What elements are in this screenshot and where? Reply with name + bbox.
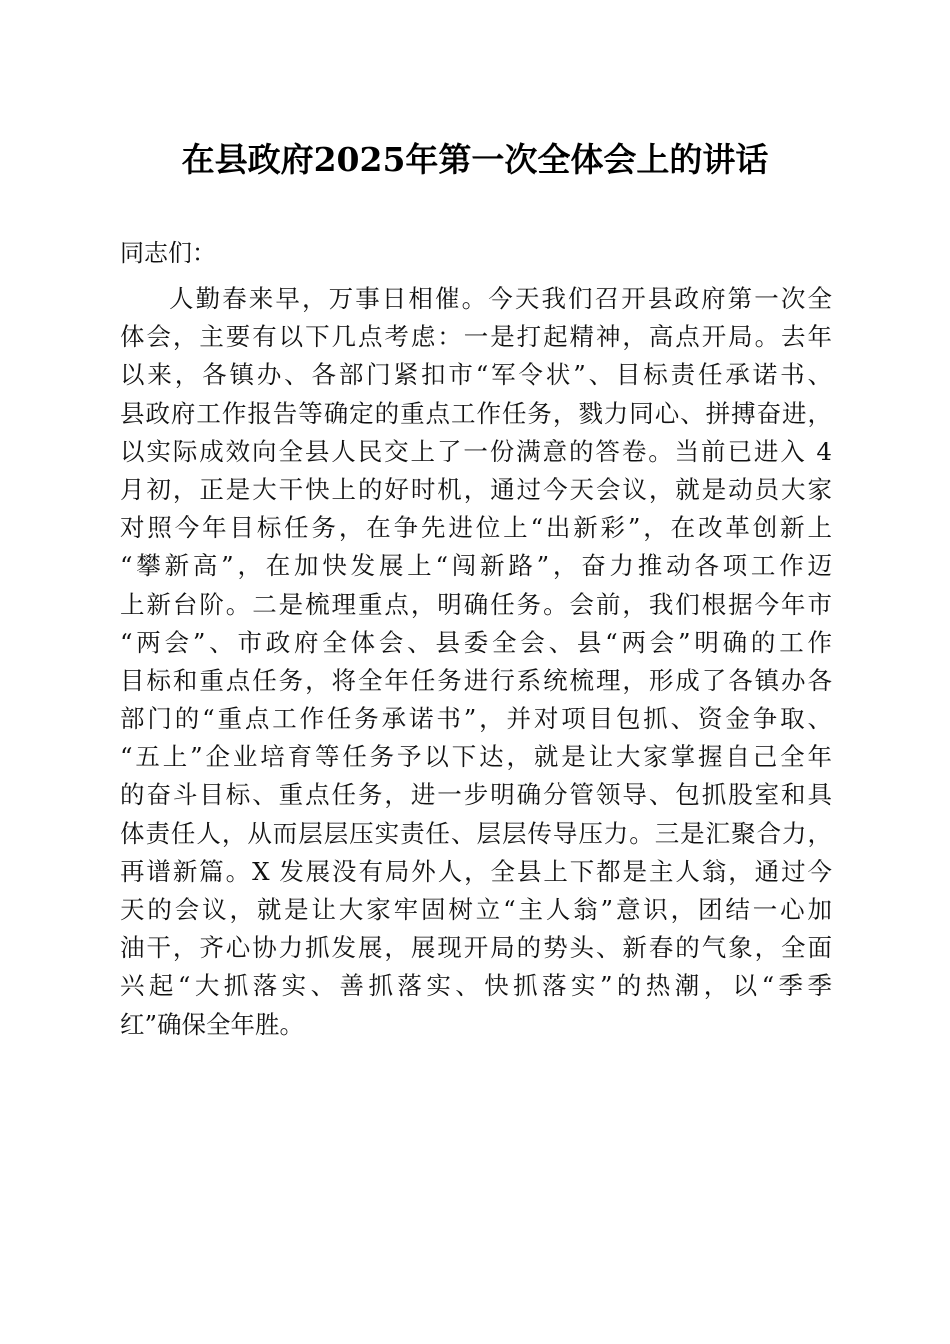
paragraph-line: “五上”企业培育等任务予以下达，就是让大家掌握自己全年 <box>120 742 832 772</box>
paragraph-line: 以实际成效向全县人民交上了一份满意的答卷。当前已进入 4 <box>120 436 832 466</box>
paragraph-line: 部门的“重点工作任务承诺书”，并对项目包抓、资金争取、 <box>120 704 832 734</box>
paragraph-line: 以来，各镇办、各部门紧扣市“军令状”、目标责任承诺书、 <box>120 360 832 390</box>
paragraph-line: 县政府工作报告等确定的重点工作任务，戮力同心、拼搏奋进， <box>120 398 832 428</box>
paragraph-line: 目标和重点任务，将全年任务进行系统梳理，形成了各镇办各 <box>120 665 832 695</box>
paragraph-line: “两会”、市政府全体会、县委全会、县“两会”明确的工作 <box>120 627 832 657</box>
paragraph-line: 兴起“大抓落实、善抓落实、快抓落实”的热潮，以“季季 <box>120 971 832 1001</box>
paragraph-line: 体会，主要有以下几点考虑：一是打起精神，高点开局。去年 <box>120 322 832 352</box>
body-paragraph <box>120 280 832 1044</box>
paragraph-line: 对照今年目标任务，在争先进位上“出新彩”，在改革创新上 <box>120 513 832 543</box>
paragraph-line: 人勤春来早，万事日相催。今天我们召开县政府第一次全 <box>169 284 832 313</box>
paragraph-line: 天的会议，就是让大家牢固树立“主人翁”意识，团结一心加 <box>120 895 832 924</box>
document-title: 在县政府2025年第一次全体会上的讲话 <box>181 140 769 179</box>
paragraph-line: 再谱新篇。X 发展没有局外人，全县上下都是主人翁，通过今 <box>120 856 832 886</box>
paragraph-line: “攀新高”，在加快发展上“闯新路”，奋力推动各项工作迈 <box>120 551 832 581</box>
salutation: 同志们： <box>120 239 216 267</box>
paragraph-line: 红”确保全年胜。 <box>120 1009 305 1039</box>
paragraph-line: 油干，齐心协力抓发展，展现开局的势头、新春的气象，全面 <box>120 933 832 963</box>
paragraph-line: 体责任人，从而层层压实责任、层层传导压力。三是汇聚合力， <box>120 818 832 848</box>
paragraph-line: 的奋斗目标、重点任务，进一步明确分管领导、包抓股室和具 <box>120 780 832 810</box>
paragraph-line: 上新台阶。二是梳理重点，明确任务。会前，我们根据今年市 <box>120 589 832 619</box>
paragraph-line: 月初，正是大干快上的好时机，通过今天会议，就是动员大家 <box>120 474 832 504</box>
